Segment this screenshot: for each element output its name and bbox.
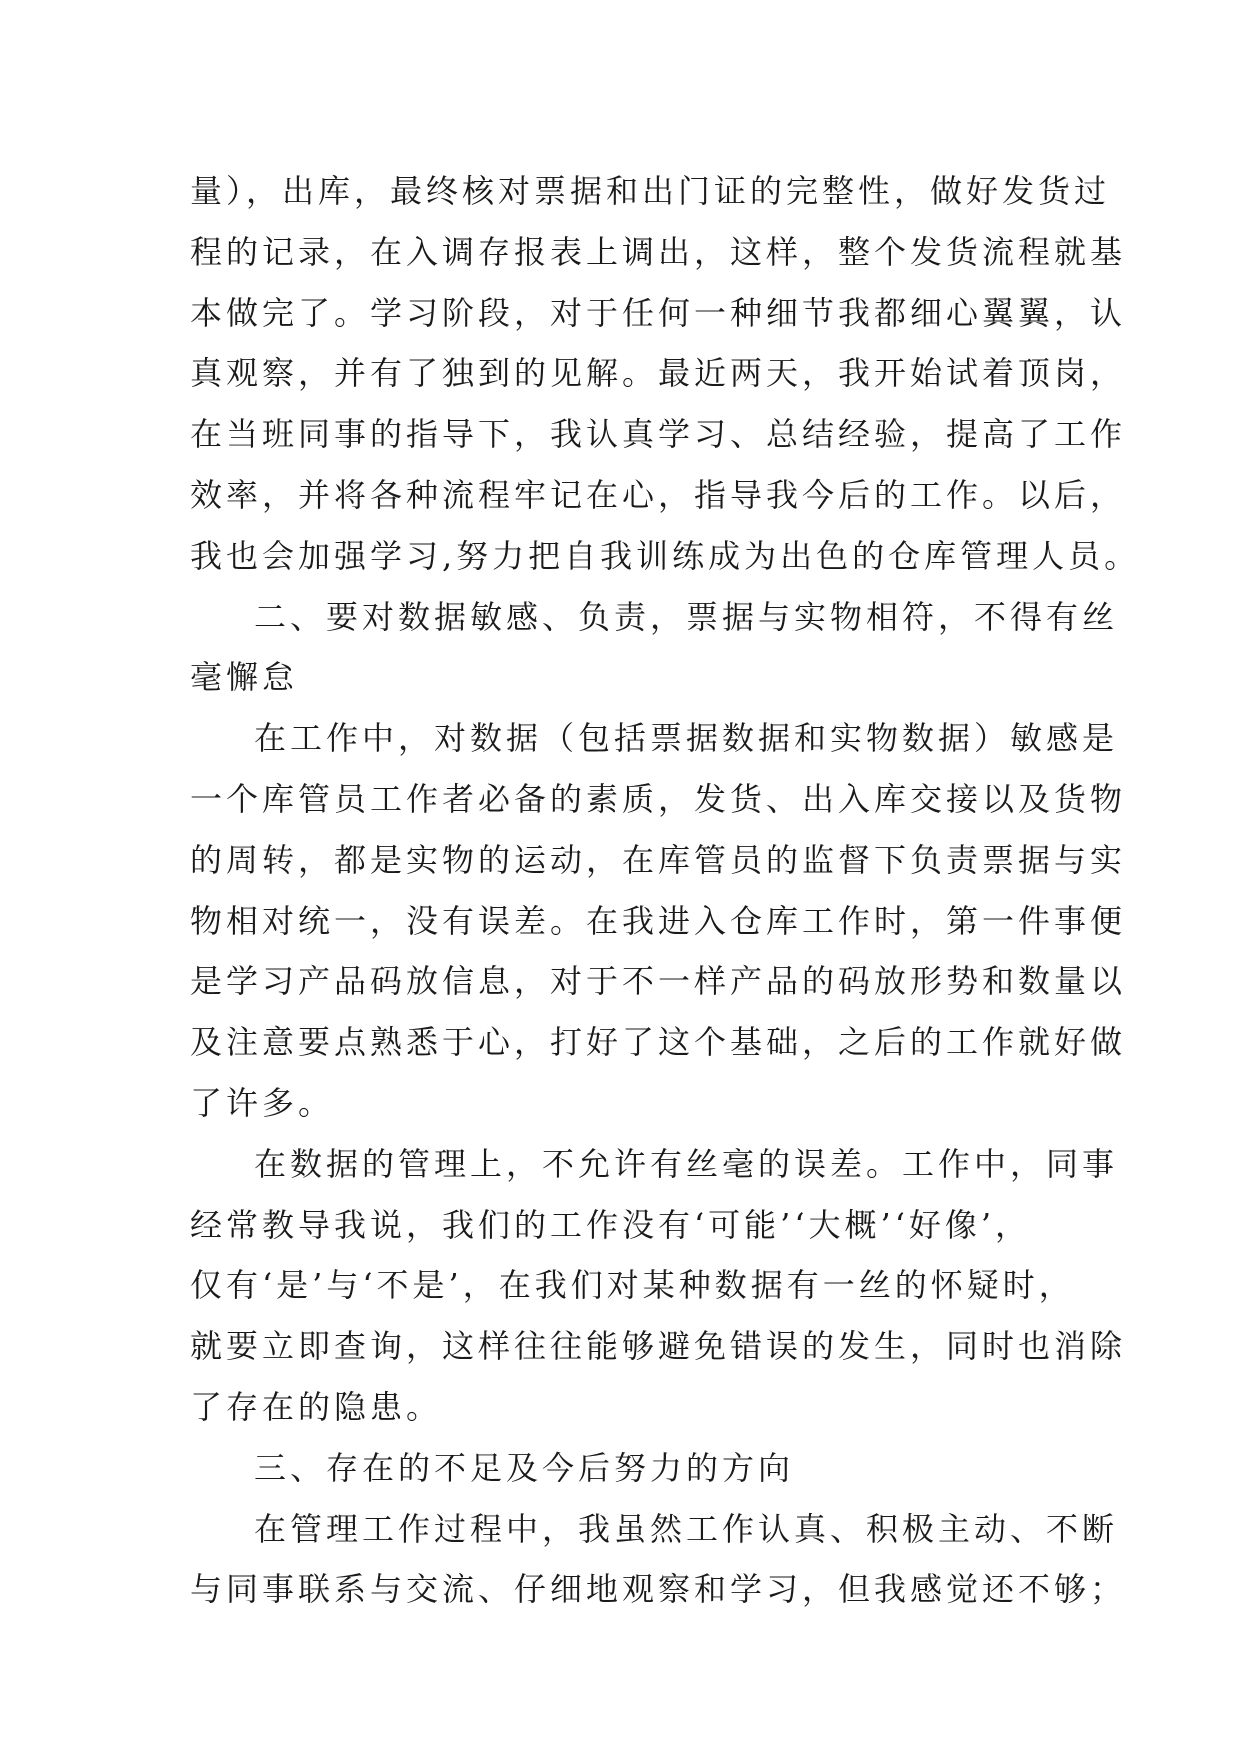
- text-line: 本做完了。学习阶段，对于任何一种细节我都细心翼翼，认: [190, 293, 1127, 332]
- text-line: 毫懈怠: [190, 658, 299, 697]
- text-line: 及注意要点熟悉于心，打好了这个基础，之后的工作就好做: [190, 1023, 1127, 1062]
- text-line: 物相对统一，没有误差。在我进入仓库工作时，第一件事便: [190, 901, 1127, 940]
- text-line: 我也会加强学习,努力把自我训练成为出色的仓库管理人员。: [190, 536, 1141, 575]
- text-line: 程的记录，在入调存报表上调出，这样，整个发货流程就基: [190, 232, 1127, 271]
- text-line: 效率，并将各种流程牢记在心，指导我今后的工作。以后，: [190, 475, 1127, 514]
- text-line: 是学习产品码放信息，对于不一样产品的码放形势和数量以: [190, 962, 1127, 1001]
- text-line: 经常教导我说，我们的工作没有‘可能’‘大概’‘好像’，: [190, 1205, 1032, 1244]
- text-line: 了许多。: [190, 1083, 335, 1122]
- text-line: 量），出库，最终核对票据和出门证的完整性，做好发货过: [190, 172, 1111, 210]
- text-line: 在管理工作过程中，我虽然工作认真、积极主动、不断: [254, 1509, 1119, 1548]
- text-line: 在当班同事的指导下，我认真学习、总结经验，提高了工作: [190, 415, 1127, 454]
- text-line: 一个库管员工作者必备的素质，发货、出入库交接以及货物: [190, 779, 1127, 818]
- text-line: 在数据的管理上，不允许有丝毫的误差。工作中，同事: [254, 1144, 1119, 1183]
- text-line: 的周转，都是实物的运动，在库管员的监督下负责票据与实: [190, 840, 1127, 879]
- text-line: 真观察，并有了独到的见解。最近两天，我开始试着顶岗，: [190, 354, 1127, 393]
- text-line: 仅有‘是’与‘不是’，在我们对某种数据有一丝的怀疑时，: [190, 1266, 1075, 1305]
- text-line: 三、存在的不足及今后努力的方向: [254, 1448, 795, 1487]
- text-line: 二、要对数据敏感、负责，票据与实物相符，不得有丝: [254, 597, 1119, 636]
- text-line: 了存在的隐患。: [190, 1387, 443, 1426]
- text-line: 与同事联系与交流、仔细地观察和学习，但我感觉还不够；: [190, 1570, 1127, 1609]
- document-body: [190, 161, 1141, 1620]
- text-line: 就要立即查询，这样往往能够避免错误的发生，同时也消除: [190, 1327, 1127, 1366]
- text-line: 在工作中，对数据（包括票据数据和实物数据）敏感是: [254, 719, 1119, 758]
